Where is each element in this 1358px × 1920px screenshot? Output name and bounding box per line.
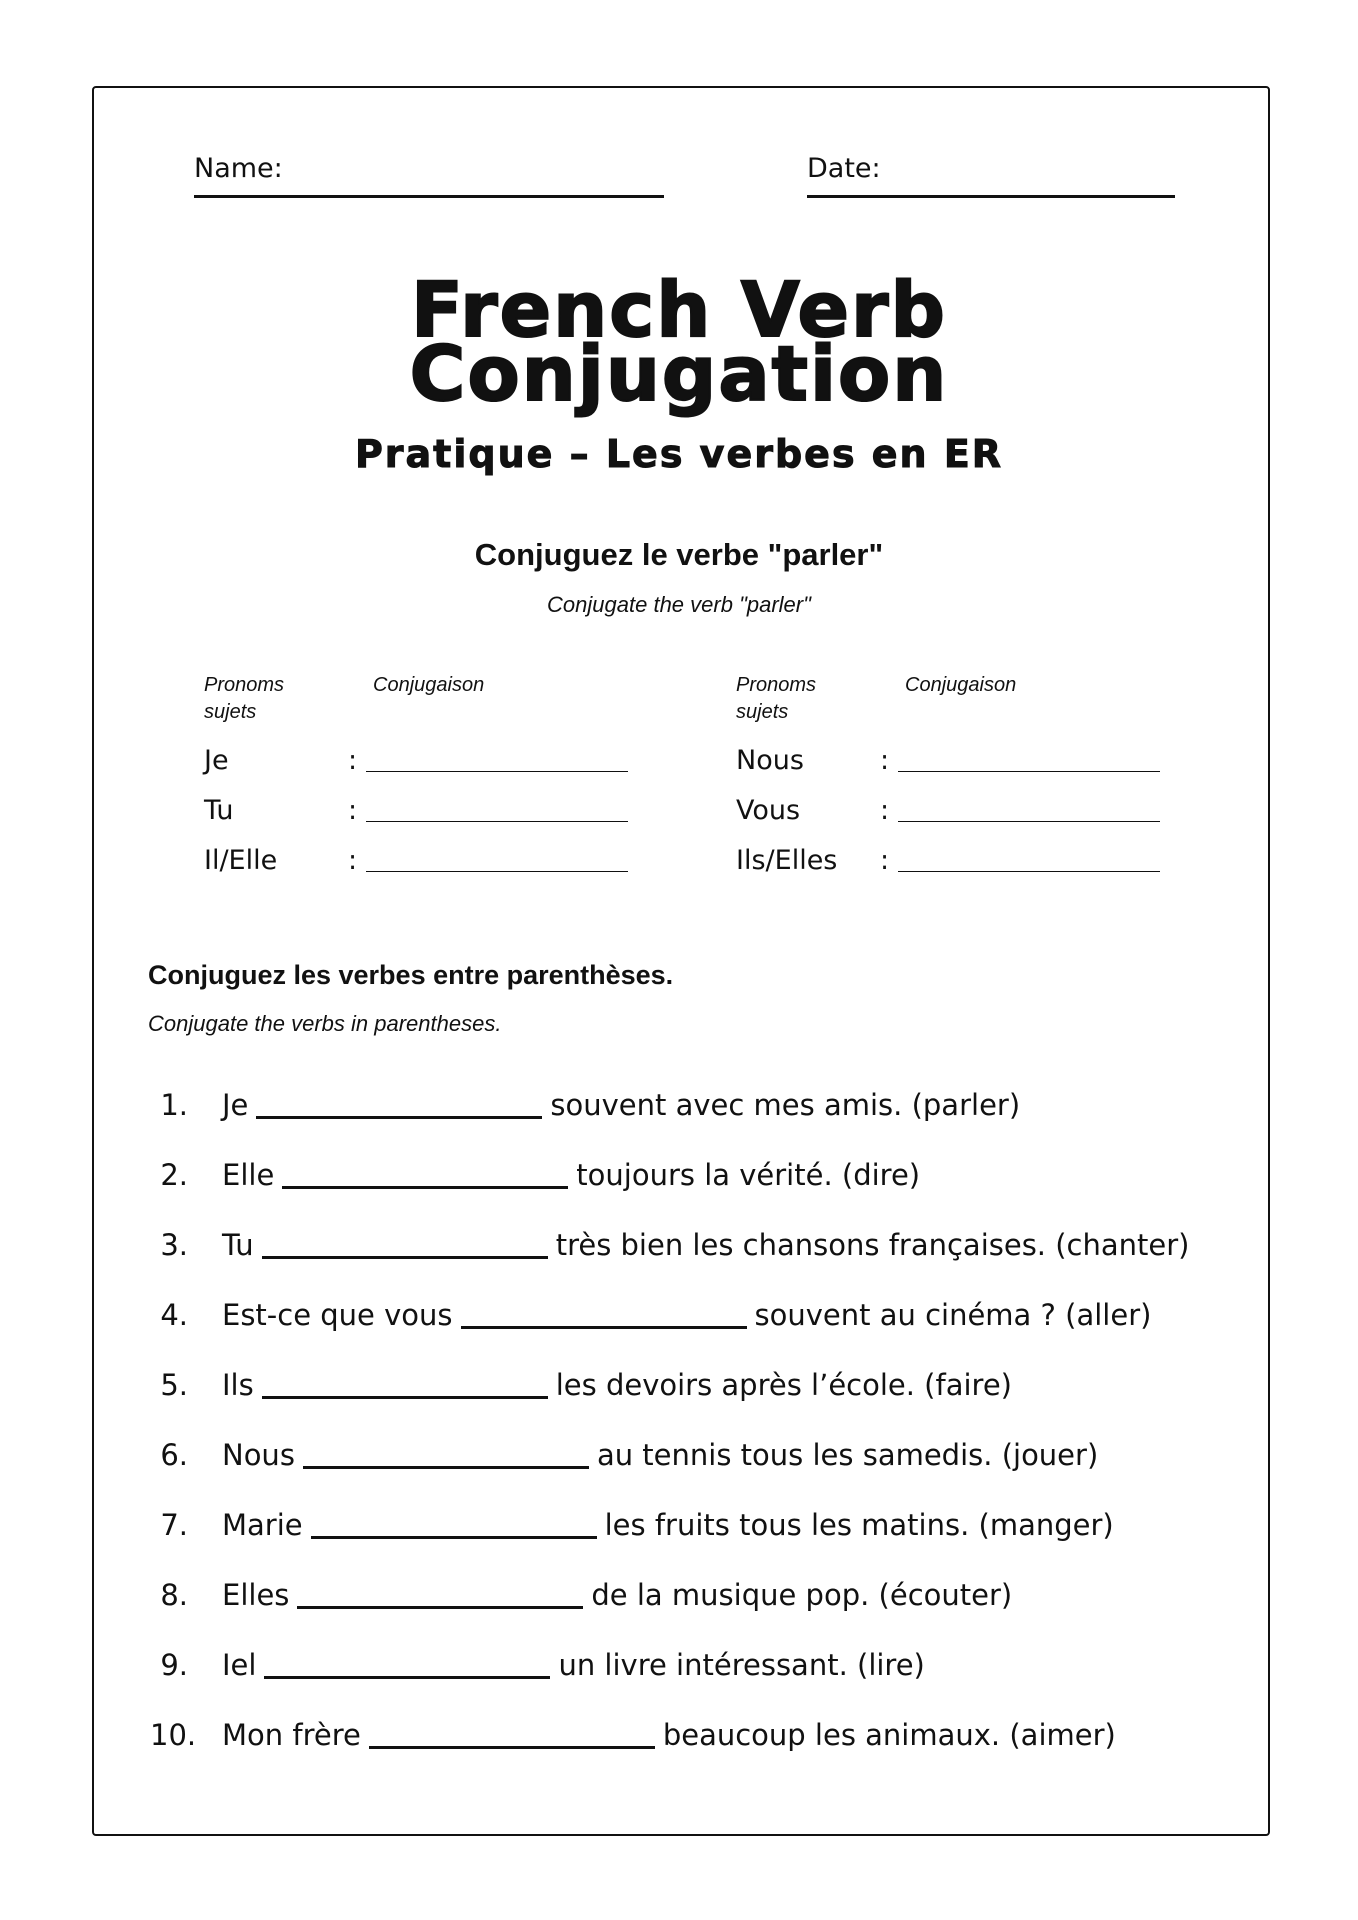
exercise-blank[interactable] (303, 1466, 589, 1469)
pronoun-ils-elles: Ils/Elles (736, 845, 838, 876)
exercise-number: 5. (160, 1368, 188, 1402)
exercise-number: 4. (160, 1298, 188, 1332)
left-col-conjugaison: Conjugaison (373, 674, 485, 696)
exercise-rest: un livre intéressant. (lire) (558, 1648, 925, 1682)
exercise-subject: Iel (222, 1648, 257, 1682)
exercise-rest: beaucoup les animaux. (aimer) (662, 1718, 1116, 1752)
pronoun-nous: Nous (736, 745, 804, 776)
separator: : (348, 845, 358, 876)
exercise-blank[interactable] (311, 1536, 597, 1539)
exercise-subject: Est-ce que vous (222, 1298, 453, 1332)
page-subtitle: Pratique – Les verbes en ER (354, 432, 1004, 476)
exercise-blank[interactable] (282, 1186, 568, 1189)
separator: : (880, 845, 890, 876)
exercise-subject: Je (222, 1088, 249, 1122)
exercise-subject: Elle (222, 1158, 275, 1192)
exercise-number: 3. (160, 1228, 188, 1262)
right-col-conjugaison: Conjugaison (905, 674, 1017, 696)
exercise-subject: Ils (222, 1368, 254, 1402)
name-line[interactable] (194, 195, 664, 198)
exercise-rest: les fruits tous les matins. (manger) (604, 1508, 1114, 1542)
exercise-blank[interactable] (264, 1676, 550, 1679)
exercise-rest: souvent au cinéma ? (aller) (754, 1298, 1152, 1332)
exercise-rest: au tennis tous les samedis. (jouer) (596, 1438, 1099, 1472)
exercise-subject: Tu (222, 1228, 254, 1262)
left-col-pronoms: Pronoms sujets (204, 674, 285, 723)
answer-line-tu[interactable] (366, 821, 628, 822)
section2-heading: Conjuguez les verbes entre parenthèses. (148, 960, 674, 990)
exercise-number: 7. (160, 1508, 188, 1542)
pronoun-je: Je (204, 745, 229, 776)
exercise-number: 9. (160, 1648, 188, 1682)
exercise-rest: souvent avec mes amis. (parler) (550, 1088, 1021, 1122)
exercise-blank[interactable] (297, 1606, 583, 1609)
exercise-subject: Marie (222, 1508, 303, 1542)
exercise-blank[interactable] (461, 1326, 747, 1329)
date-label: Date: (807, 153, 881, 184)
exercise-blank[interactable] (369, 1746, 655, 1749)
exercise-number: 2. (160, 1158, 188, 1192)
exercise-number: 6. (160, 1438, 188, 1472)
exercise-number: 1. (160, 1088, 188, 1122)
name-label: Name: (194, 153, 283, 184)
exercise-rest: les devoirs après l’école. (faire) (555, 1368, 1012, 1402)
pronoun-il-elle: Il/Elle (204, 845, 278, 876)
exercise-rest: de la musique pop. (écouter) (591, 1578, 1013, 1612)
right-col-pronoms: Pronoms sujets (736, 674, 817, 723)
section2-subheading: Conjugate the verbs in parentheses. (148, 1011, 502, 1036)
page-title-line1: French Verb (411, 265, 947, 354)
answer-line-ils-elles[interactable] (898, 871, 1160, 872)
exercise-rest: très bien les chansons françaises. (chanter) (555, 1228, 1190, 1262)
exercise-blank[interactable] (262, 1256, 548, 1259)
exercise-number: 8. (160, 1578, 188, 1612)
separator: : (348, 795, 358, 826)
section1-heading: Conjuguez le verbe "parler" (474, 537, 884, 572)
pronoun-tu: Tu (204, 795, 234, 826)
section1-subheading: Conjugate the verb "parler" (547, 592, 811, 617)
answer-line-je[interactable] (366, 771, 628, 772)
page-title-line2: Conjugation (409, 329, 949, 418)
exercise-subject: Elles (222, 1578, 290, 1612)
date-line[interactable] (807, 195, 1175, 198)
exercise-subject: Nous (222, 1438, 295, 1472)
pronoun-vous: Vous (736, 795, 801, 826)
answer-line-il-elle[interactable] (366, 871, 628, 872)
exercise-number: 10. (150, 1718, 197, 1752)
separator: : (880, 795, 890, 826)
exercise-subject: Mon frère (222, 1718, 361, 1752)
exercise-blank[interactable] (262, 1396, 548, 1399)
answer-line-vous[interactable] (898, 821, 1160, 822)
separator: : (880, 745, 890, 776)
separator: : (348, 745, 358, 776)
answer-line-nous[interactable] (898, 771, 1160, 772)
exercise-blank[interactable] (256, 1116, 542, 1119)
exercise-rest: toujours la vérité. (dire) (576, 1158, 921, 1192)
